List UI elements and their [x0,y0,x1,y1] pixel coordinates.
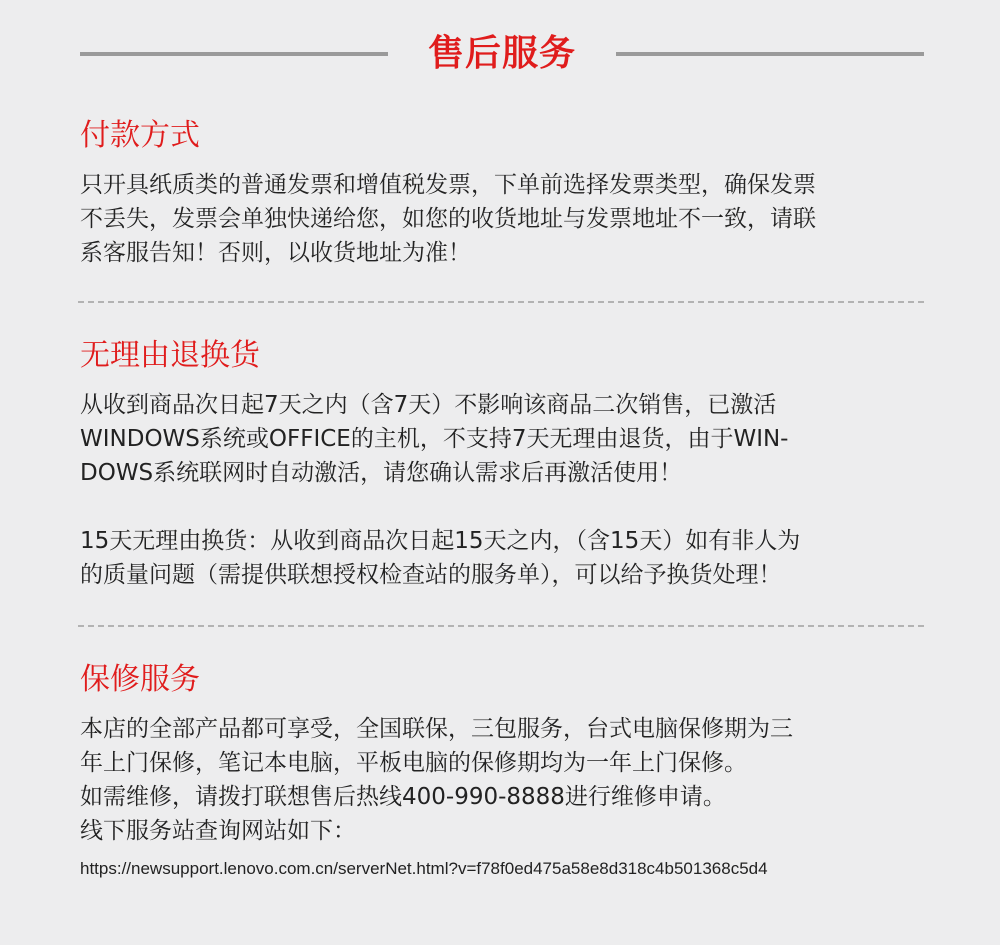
exchange-line: 的质量问题（需提供联想授权检查站的服务单），可以给予换货处理！ [80,562,782,588]
returns-section-title: 无理由退换货 [80,338,260,373]
section-divider [78,625,924,627]
service-station-url: https://newsupport.lenovo.com.cn/serverNet.html?v=f78f0ed475a58e8d318c4b501368c5d4 [80,859,768,878]
returns-line: DOWS系统联网时自动激活，请您确认需求后再激活使用！ [80,460,683,486]
payment-line: 不丢失，发票会单独快递给您，如您的收货地址与发票地址不一致，请联 [80,206,816,232]
warranty-line: 如需维修，请拨打联想售后热线400-990-8888进行维修申请。 [80,784,726,810]
warranty-line: 线下服务站查询网站如下： [80,818,356,844]
payment-section-title: 付款方式 [80,118,200,153]
warranty-text [80,712,930,848]
payment-line: 只开具纸质类的普通发票和增值税发票，下单前选择发票类型，确保发票 [80,172,816,198]
page-title: 售后服务 [427,33,576,74]
returns-line: 从收到商品次日起7天之内（含7天）不影响该商品二次销售，已激活 [80,392,777,418]
warranty-line: 本店的全部产品都可享受，全国联保，三包服务，台式电脑保修期为三 [80,716,793,742]
warranty-line: 年上门保修，笔记本电脑，平板电脑的保修期均为一年上门保修。 [80,750,747,776]
header-right-rule [616,52,924,56]
payment-text [80,168,930,270]
section-divider [78,301,924,303]
payment-line: 系客服告知！否则，以收货地址为准！ [80,240,471,266]
returns-line: WINDOWS系统或OFFICE的主机，不支持7天无理由退货，由于WIN- [80,426,789,452]
returns-text [80,388,930,490]
exchange-line: 15天无理由换货：从收到商品次日起15天之内，（含15天）如有非人为 [80,528,801,554]
header-left-rule [80,52,388,56]
page-header [80,22,924,86]
warranty-section-title: 保修服务 [80,662,200,697]
exchange-text [80,524,930,592]
